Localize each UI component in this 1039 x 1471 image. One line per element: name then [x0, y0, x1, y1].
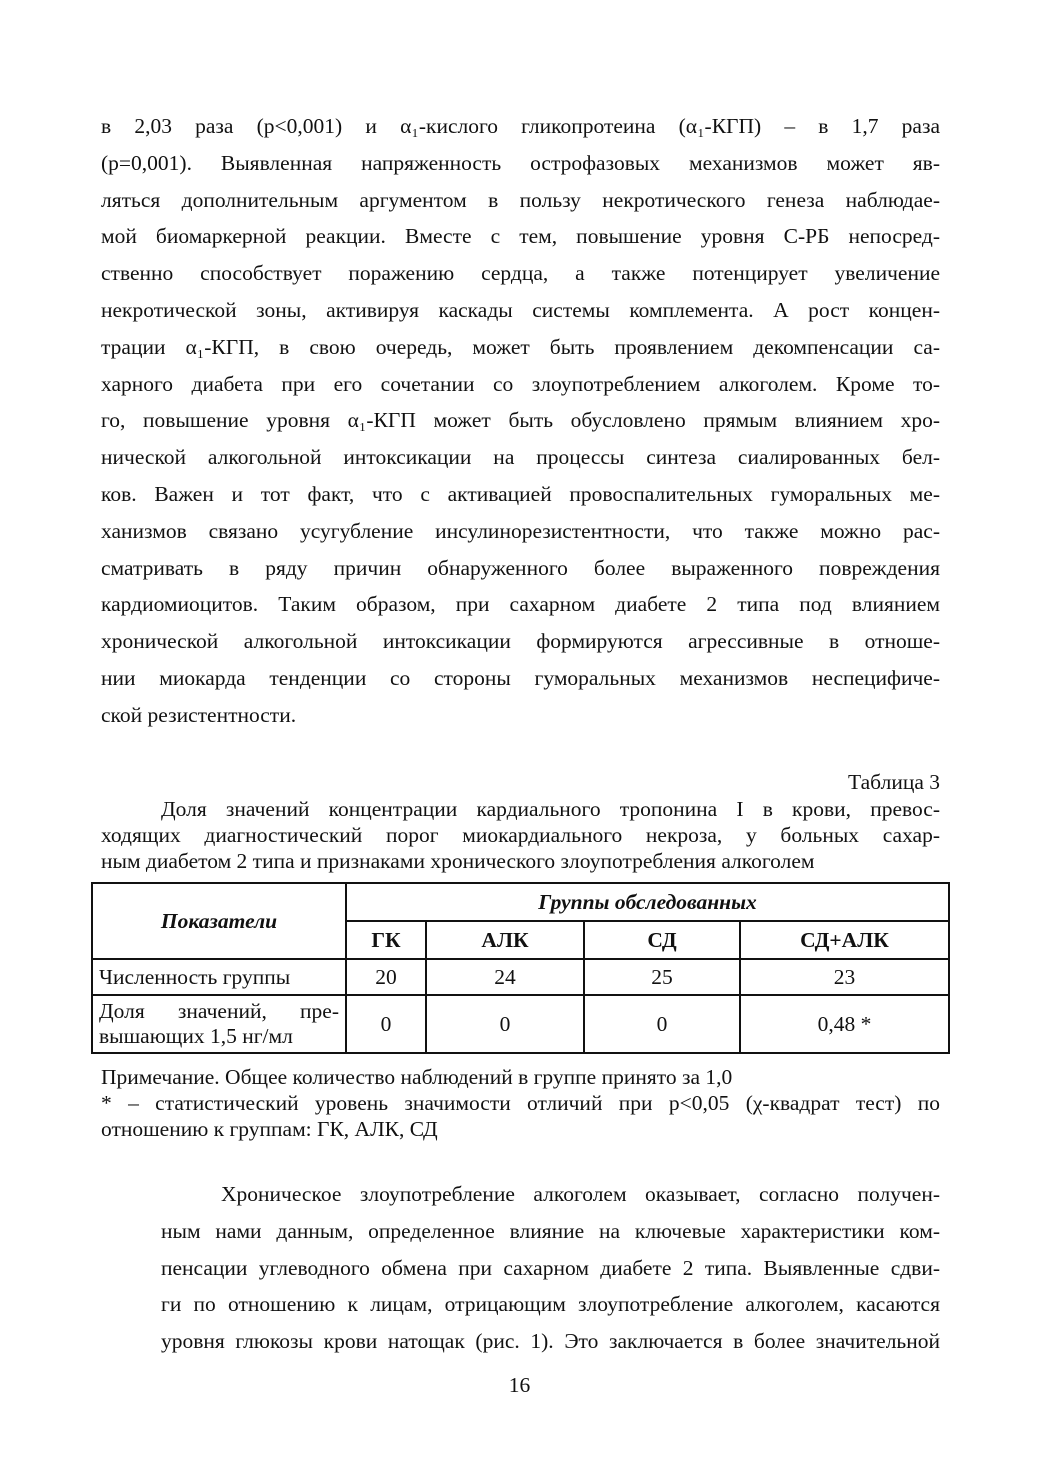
table-row [92, 995, 949, 1053]
column-header: ГК [346, 921, 426, 959]
table-cell: 23 [740, 959, 949, 995]
table-caption [101, 796, 940, 874]
caption-line: ным диабетом 2 типа и признаками хронического злоупотребления алкоголем [101, 849, 815, 873]
text-line: ственно способствует поражению сердца, а также потенцирует увеличение [101, 261, 940, 286]
row-label: Доля значений, пре-вышающих 1,5 нг/мл [92, 995, 346, 1053]
column-header: СД [584, 921, 740, 959]
table-number: Таблица 3 [848, 770, 940, 794]
text-line: Хроническое злоупотребление алкоголем оказывает, согласно получен- [221, 1182, 940, 1206]
table-cell: 25 [584, 959, 740, 995]
text-line: кардиомиоцитов. Таким образом, при сахарном диабете 2 типа под влиянием [101, 592, 940, 617]
body-paragraph-1 [101, 108, 940, 734]
row-label: Численность группы [92, 959, 346, 995]
page-number: 16 [508, 1373, 531, 1397]
text-line: сматривать в ряду причин обнаруженного более выраженного повреждения [101, 555, 940, 580]
text-line: ков. Важен и тот факт, что с активацией провоспалительных гуморальных ме- [101, 481, 940, 506]
text-line: (p=0,001). Выявленная напряженность острофазовых механизмов может яв- [101, 150, 940, 175]
text-line: уровня глюкозы крови натощак (рис. 1). Это заключается в более значительной [161, 1329, 940, 1354]
body-paragraph-2 [101, 1176, 940, 1360]
table-cell: 0,48 * [740, 995, 949, 1053]
text-line: ханизмов связано усугубление инсулинорезистентности, что также можно рас- [101, 518, 940, 543]
table-cell: 0 [426, 995, 584, 1053]
text-line: некротической зоны, активируя каскады системы комплемента. А рост концен- [101, 297, 940, 322]
text-line: ги по отношению к лицам, отрицающим злоупотребление алкоголем, касаются [161, 1292, 940, 1317]
text-line: в 2,03 раза (p<0,001) и α₁-кислого гликопротеина (α₁-КГП) – в 1,7 раза [101, 114, 940, 138]
text-line: хронической алкогольной интоксикации формируются агрессивные в отноше- [101, 629, 940, 654]
text-line: ляться дополнительным аргументом в пользу некротического генеза наблюдае- [101, 187, 940, 212]
data-table [91, 882, 950, 1054]
text-line: харного диабета при его сочетании со злоупотреблением алкоголем. Кроме то- [101, 371, 940, 396]
text-line: пенсации углеводного обмена при сахарном диабете 2 типа. Выявленные сдви- [161, 1255, 940, 1280]
text-line: ской резистентности. [101, 702, 297, 727]
table-note [101, 1064, 940, 1142]
caption-line: ходящих диагностический порог миокардиального некроза, у больных сахар- [101, 823, 940, 847]
header-indicators: Показатели [92, 883, 346, 959]
text-line: трации α₁-КГП, в свою очередь, может быть проявлением декомпенсации са- [101, 334, 940, 359]
note-line: Примечание. Общее количество наблюдений в группе принято за 1,0 [101, 1065, 733, 1089]
table-row [92, 959, 949, 995]
text-line: нии миокарда тенденции со стороны гуморальных механизмов неспецифиче- [101, 665, 940, 690]
note-line: отношению к группам: ГК, АЛК, СД [101, 1117, 438, 1141]
table-cell: 24 [426, 959, 584, 995]
text-line: го, повышение уровня α₁-КГП может быть обусловлено прямым влиянием хро- [101, 408, 940, 433]
text-line: нической алкогольной интоксикации на процессы синтеза сиалированных бел- [101, 445, 940, 470]
caption-line: Доля значений концентрации кардиального тропонина I в крови, превос- [161, 797, 940, 821]
table-cell: 0 [346, 995, 426, 1053]
note-line: * – статистический уровень значимости отличий при p<0,05 (χ-квадрат тест) по [101, 1091, 940, 1115]
text-line: ным нами данным, определенное влияние на ключевые характеристики ком- [161, 1218, 940, 1243]
column-header: АЛК [426, 921, 584, 959]
table-cell: 0 [584, 995, 740, 1053]
text-line: мой биомаркерной реакции. Вместе с тем, повышение уровня C-РБ непосред- [101, 224, 940, 249]
header-groups: Группы обследованных [346, 883, 949, 921]
table-cell: 20 [346, 959, 426, 995]
column-header: СД+АЛК [740, 921, 949, 959]
